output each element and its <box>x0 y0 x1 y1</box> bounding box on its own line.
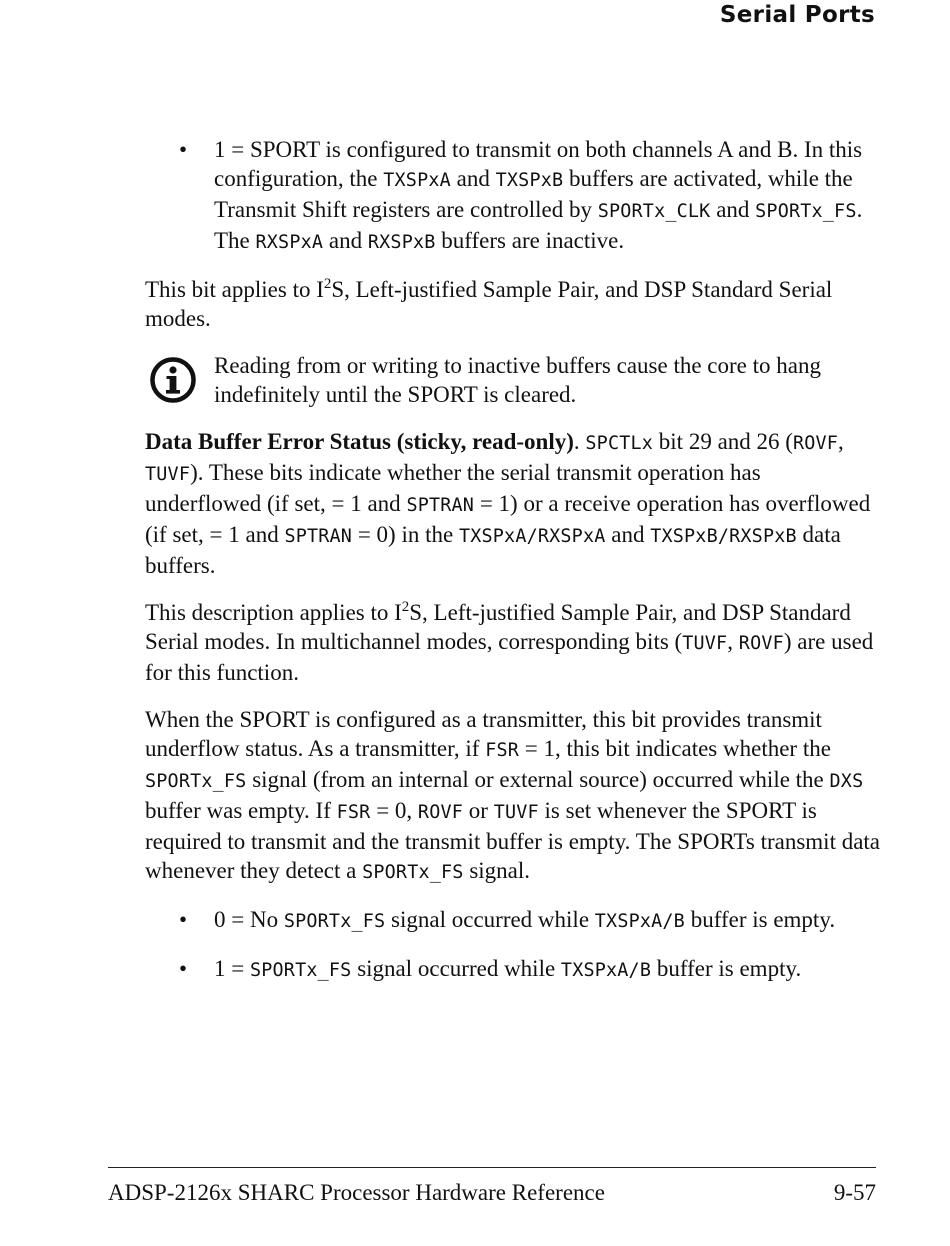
term-heading: Data Buffer Error Status (sticky, read-only) <box>145 429 574 454</box>
info-icon <box>149 356 197 404</box>
bullet-transmit-both-channels: • 1 = SPORT is configured to transmit on both channels A and B. In this configuration, the TXSPxA and TXSPxB buffers are activated, while the Transmit Shift registers are controlled by SPORTx_CLK and SPORTx_FS. The RXSPxA and RXSPxB buffers are inactive. <box>179 137 863 253</box>
paragraph-data-buffer-error-status: Data Buffer Error Status (sticky, read-only). SPCTLx bit 29 and 26 (ROVF, TUVF). These bits indicate whether the serial transmit operation has underflowed (if set, = 1 and SPTRAN = 1) or a receive operation has overflowed (if set, = 1 and SPTRAN = 0) in the TXSPxA/RXSPxA and TXSPxB/RXSPxB data buffers. <box>145 429 871 578</box>
running-header: Serial Ports <box>719 2 875 28</box>
bullet-symbol: • <box>179 907 188 932</box>
bullet-symbol: • <box>179 956 188 981</box>
page-number: 9-57 <box>833 1180 876 1205</box>
paragraph-bit-applies: This bit applies to $I^2S$, Left-justified Sample Pair, and DSP Standard Serial modes. <box>145 276 833 331</box>
footer-divider <box>108 1167 876 1168</box>
info-note <box>145 351 880 409</box>
footer-document-title: ADSP-2126x SHARC Processor Hardware Reference <box>108 1180 605 1205</box>
bullet-symbol: • <box>179 137 188 162</box>
note-text: Reading from or writing to inactive buffers cause the core to hang indefinitely until the SPORT is cleared. <box>214 353 821 407</box>
bullet-no-fs-signal: • 0 = No SPORTx_FS signal occurred while TXSPxA/B buffer is empty. <box>179 907 836 932</box>
paragraph-transmitter-status: When the SPORT is configured as a transmitter, this bit provides transmit underflow status. As a transmitter, if FSR = 1, this bit indicates whether the SPORTx_FS signal (from an internal or external source) occurred while the DXS buffer was empty. If FSR = 0, ROVF or TUVF is set whenever the SPORT is required to transmit and the transmit buffer is empty. The SPORTs transmit data whenever they detect a SPORTx_FS signal. <box>145 707 881 883</box>
page-body <box>145 135 880 1003</box>
bullet-fs-signal-occurred: • 1 = SPORTx_FS signal occurred while TXSPxA/B buffer is empty. <box>179 956 802 981</box>
paragraph-description-applies: This description applies to $I^2S$, Left-justified Sample Pair, and DSP Standard Serial modes. In multichannel modes, corresponding bits (TUVF, ROVF) are used for this function. <box>145 599 874 685</box>
